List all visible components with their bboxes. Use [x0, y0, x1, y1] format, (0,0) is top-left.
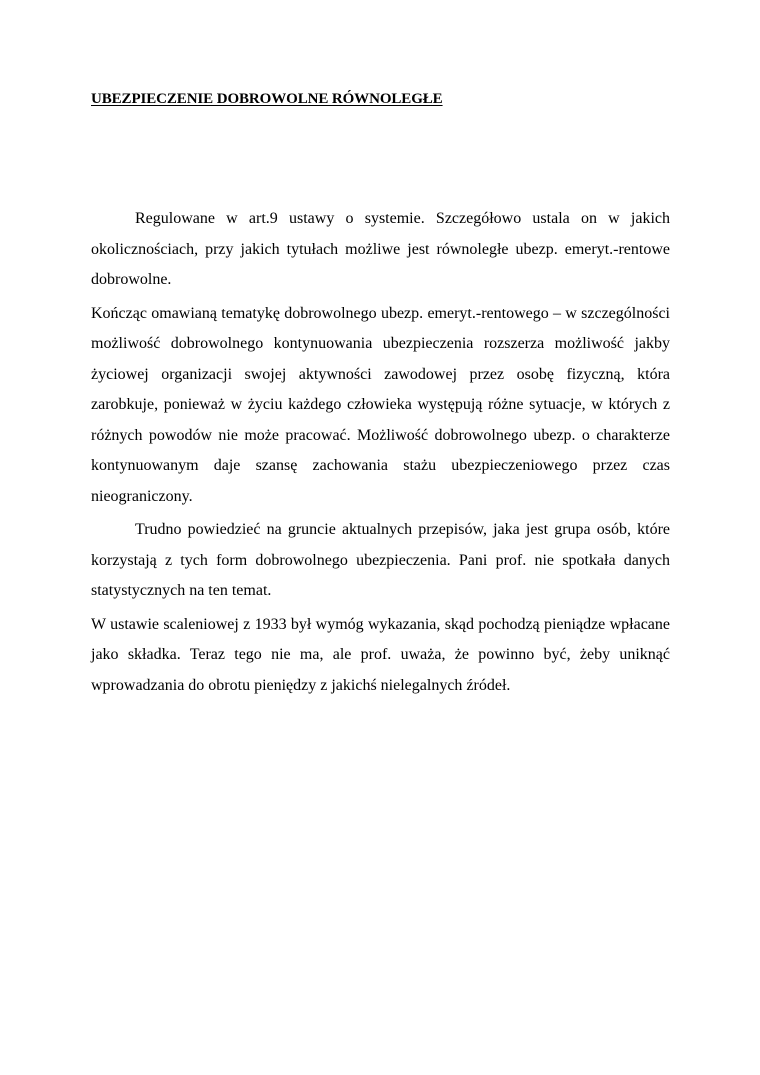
- document-title: UBEZPIECZENIE DOBROWOLNE RÓWNOLEGŁE: [91, 91, 443, 107]
- document-body: [91, 204, 670, 704]
- paragraph-1: Regulowane w art.9 ustawy o systemie. Szczegółowo ustala on w jakich okolicznościach, przy jakich tytułach możliwe jest równoległe ubezp. emeryt.-rentowe dobrowolne.: [91, 210, 670, 288]
- paragraph-3: Trudno powiedzieć na gruncie aktualnych przepisów, jaka jest grupa osób, które korzystają z tych form dobrowolnego ubezpieczenia. Pani prof. nie spotkała danych statystycznych na ten temat.: [91, 521, 670, 599]
- paragraph-4: W ustawie scaleniowej z 1933 był wymóg wykazania, skąd pochodzą pieniądze wpłacane jako składka. Teraz tego nie ma, ale prof. uważa, że powinno być, żeby uniknąć wprowadzania do obrotu pieniędzy z jakichś nielegalnych źródeł.: [91, 615, 670, 694]
- paragraph-2: Kończąc omawianą tematykę dobrowolnego ubezp. emeryt.-rentowego – w szczególności możliwość dobrowolnego kontynuowania ubezpieczenia rozszerza możliwość jakby życiowej organizacji swojej aktywności zawodowej przez osobę fizyczną, która zarobkuje, ponieważ w życiu każdego człowieka występują różne sytuacje, w których z różnych powodów nie może pracować. Możliwość dobrowolnego ubezp. o charakterze kontynuowanym daje szansę zachowania stażu ubezpieczeniowego przez czas nieograniczony.: [91, 304, 670, 505]
